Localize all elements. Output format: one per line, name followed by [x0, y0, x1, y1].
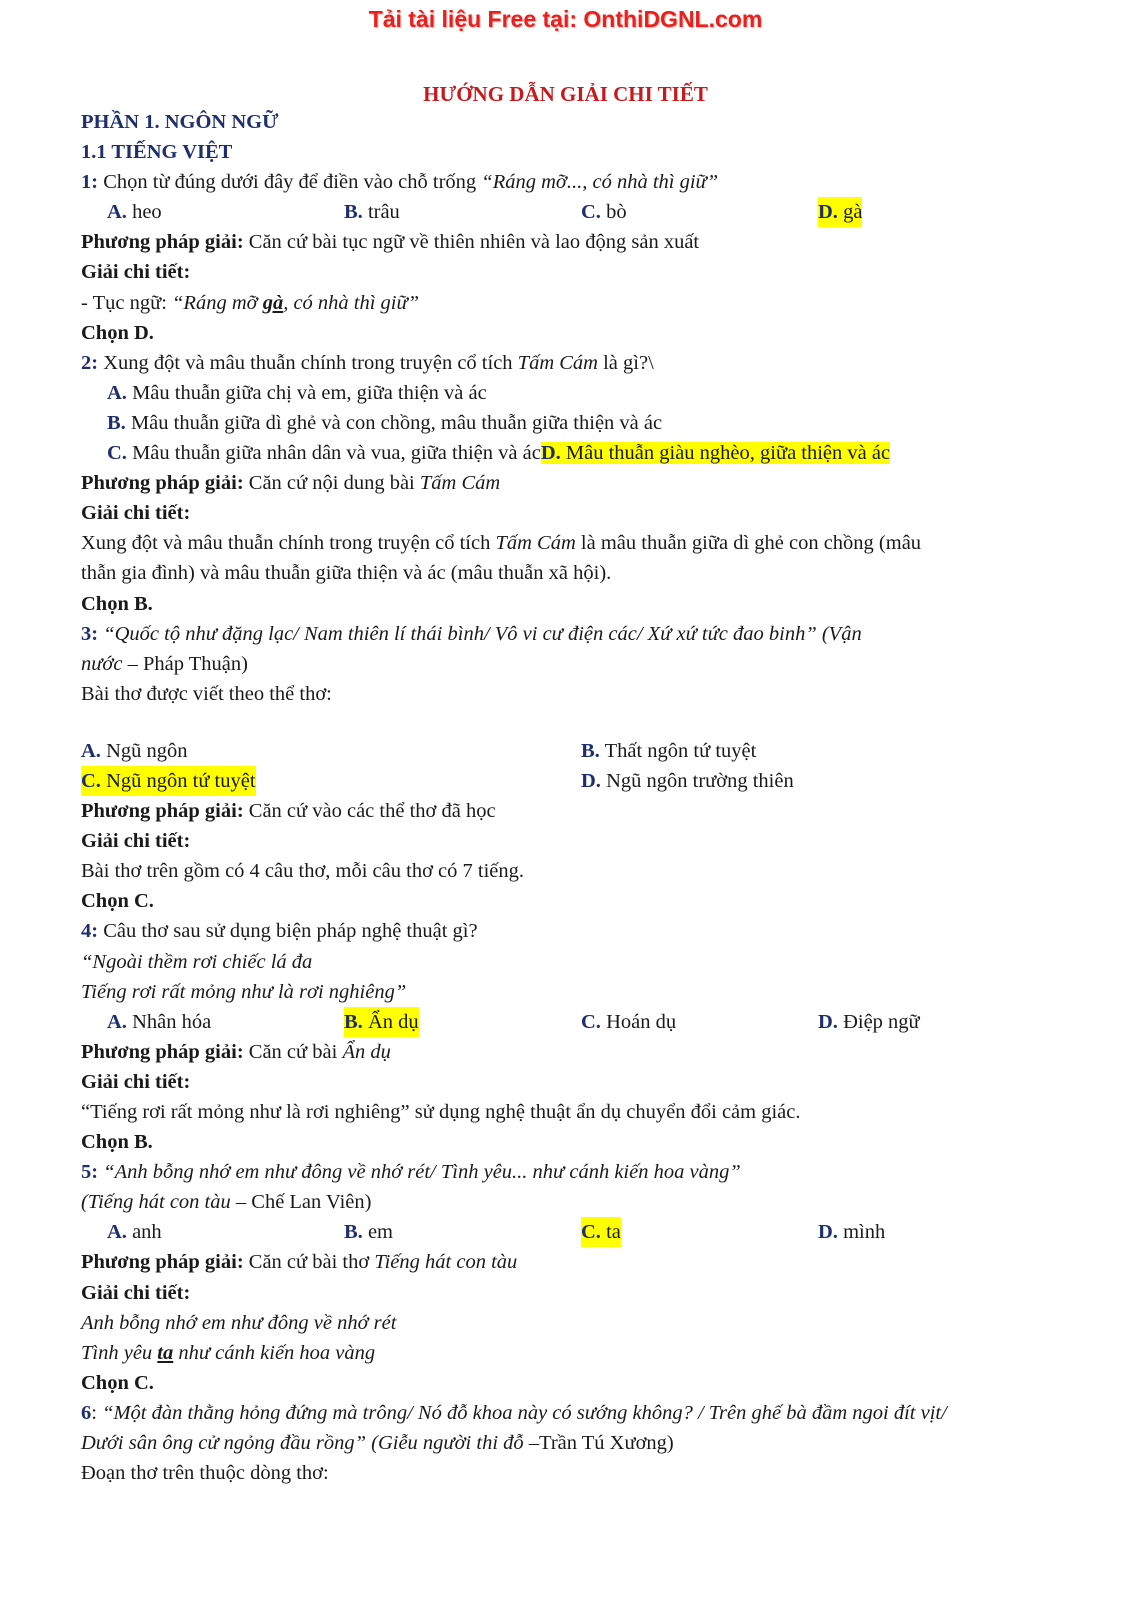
method-line: Phương pháp giải: Căn cứ bài tục ngữ về thiên nhiên và lao động sản xuất — [81, 231, 700, 254]
detail-text: “Tiếng rơi rất mỏng như là rơi nghiêng” sử dụng nghệ thuật ẩn dụ chuyển đổi cảm giác. — [81, 1101, 801, 1123]
options-row — [81, 197, 1081, 227]
option-d: D. mình — [818, 1221, 886, 1244]
verse-line: Tiếng rơi rất mỏng như là rơi nghiêng” — [81, 980, 407, 1003]
options-row — [81, 1217, 1081, 1247]
option-c: C. Hoán dụ — [581, 1010, 677, 1033]
detail-text: - Tục ngữ: “Ráng mỡ gà, có nhà thì giữ” — [81, 291, 420, 314]
question-text: Chọn từ đúng dưới đây để điền vào chỗ trống — [98, 171, 482, 194]
question-4: 4: Câu thơ sau sử dụng biện pháp nghệ thuật gì? — [81, 920, 478, 943]
option-c: C. bò — [581, 201, 627, 224]
option-a: A. Mâu thuẫn giữa chị và em, giữa thiện và ác — [107, 381, 487, 404]
answer-line: Chọn C. — [81, 890, 154, 913]
question-3: 3: “Quốc tộ như đặng lạc/ Nam thiên lí thái bình/ Vô vi cư điện các/ Xứ xứ tức đao binh” (Vận — [81, 622, 862, 645]
answer-line: Chọn B. — [81, 1131, 153, 1154]
question-source: (Tiếng hát con tàu – Chế Lan Viên) — [81, 1191, 372, 1214]
spacer — [81, 709, 1081, 736]
question-1 — [81, 167, 1081, 197]
question-6: 6: “Một đàn thằng hỏng đứng mà trông/ Nó đỗ khoa này có sướng không? / Trên ghế bà đầm ngoi đít vịt/ — [81, 1401, 947, 1424]
answer-line: Chọn D. — [81, 321, 154, 344]
option-b: B. Mâu thuẫn giữa dì ghẻ và con chồng, mâu thuẫn giữa thiện và ác — [107, 411, 663, 434]
detail-heading: Giải chi tiết: — [81, 261, 191, 284]
question-quote: “Ráng mỡ..., có nhà thì giữ” — [481, 171, 719, 194]
option-a: A. anh — [107, 1221, 162, 1244]
question-5: 5: “Anh bỗng nhớ em như đông về nhớ rét/ Tình yêu... như cánh kiến hoa vàng” — [81, 1161, 741, 1184]
detail-text: thẫn gia đình) và mâu thuẫn giữa thiện và ác (mâu thuẫn xã hội). — [81, 562, 612, 585]
option-c-d-row: C. Mâu thuẫn giữa nhân dân và vua, giữa thiện và ácD. Mâu thuẫn giàu nghèo, giữa thiện và ác — [107, 442, 891, 465]
section-heading: PHẦN 1. NGÔN NGỮ — [81, 111, 279, 133]
options-row — [81, 736, 1081, 766]
detail-verse: Tình yêu ta như cánh kiến hoa vàng — [81, 1341, 376, 1364]
detail-text: Bài thơ trên gồm có 4 câu thơ, mỗi câu thơ có 7 tiếng. — [81, 860, 524, 883]
answer-line: Chọn B. — [81, 592, 153, 615]
detail-heading: Giải chi tiết: — [81, 1281, 191, 1304]
question-6-cont: Dưới sân ông cử ngỏng đầu rồng” (Giễu người thi đỗ –Trần Tú Xương) — [81, 1432, 674, 1455]
verse-line: “Ngoài thềm rơi chiếc lá đa — [81, 950, 313, 973]
option-b-correct: B. Ẩn dụ — [344, 1007, 419, 1037]
detail-heading: Giải chi tiết: — [81, 502, 191, 525]
question-2: 2: Xung đột và mâu thuẫn chính trong truyện cổ tích Tấm Cám là gì?\ — [81, 351, 654, 374]
question-number: 1: — [81, 171, 99, 194]
page-title: HƯỚNG DẪN GIẢI CHI TIẾT — [423, 82, 708, 106]
option-a: A. Ngũ ngôn — [81, 739, 188, 762]
options-row — [81, 766, 1081, 796]
option-b: B. em — [344, 1221, 393, 1244]
question-text: Bài thơ được viết theo thể thơ: — [81, 682, 332, 705]
detail-heading: Giải chi tiết: — [81, 1070, 191, 1093]
option-d: D. Ngũ ngôn trường thiên — [581, 769, 794, 792]
option-d-correct: D. gà — [818, 197, 862, 227]
method-line: Phương pháp giải: Căn cứ bài thơ Tiếng hát con tàu — [81, 1251, 518, 1274]
method-line: Phương pháp giải: Căn cứ vào các thể thơ đã học — [81, 800, 496, 823]
subsection-heading: 1.1 TIẾNG VIỆT — [81, 141, 233, 164]
answer-line: Chọn C. — [81, 1371, 154, 1394]
question-text: Đoạn thơ trên thuộc dòng thơ: — [81, 1462, 329, 1485]
detail-text: Xung đột và mâu thuẫn chính trong truyện cổ tích Tấm Cám là mâu thuẫn giữa dì ghẻ con chồng (mâu — [81, 532, 922, 555]
option-d: D. Mâu thuẫn giàu nghèo, giữa thiện và ác — [540, 442, 891, 465]
options-row — [81, 1007, 1081, 1037]
option-b: B. trâu — [344, 201, 400, 224]
document-body — [81, 107, 1081, 1488]
option-d: D. Điệp ngữ — [818, 1010, 920, 1033]
option-b: B. Thất ngôn tứ tuyệt — [581, 739, 757, 762]
option-a: A. Nhân hóa — [107, 1010, 212, 1033]
method-line: Phương pháp giải: Căn cứ nội dung bài Tấm Cám — [81, 472, 501, 495]
option-c-correct: C. Ngũ ngôn tứ tuyệt — [81, 766, 256, 796]
detail-heading: Giải chi tiết: — [81, 830, 191, 853]
detail-verse: Anh bỗng nhớ em như đông về nhớ rét — [81, 1311, 397, 1334]
method-line: Phương pháp giải: Căn cứ bài Ẩn dụ — [81, 1040, 391, 1063]
option-a: A. heo — [107, 201, 162, 224]
site-banner: Tải tài liệu Free tại: OnthiDGNL.com — [368, 6, 763, 32]
option-c-correct: C. ta — [581, 1217, 621, 1247]
question-3-cont: nước – Pháp Thuận) — [81, 652, 248, 675]
